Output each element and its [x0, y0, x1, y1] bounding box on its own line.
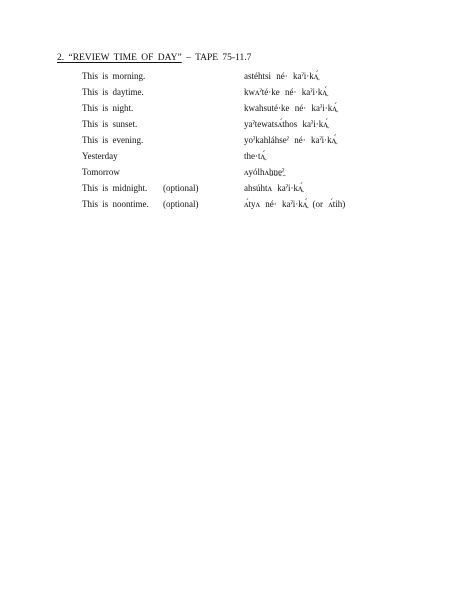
vocab-row-yesterday [0, 151, 464, 165]
oneida-phrase: kwʌˀté·ke né· kaˀi·kʌ̱́ [244, 87, 327, 97]
oneida-phrase: ʌyólhʌẖṉe̱ˀ̱ [244, 167, 285, 177]
english-phrase: This is noontime. [82, 199, 149, 209]
section-title: “REVIEW TIME OF DAY” [68, 53, 182, 63]
english-phrase: This is daytime. [82, 87, 144, 97]
vocab-row-noontime [0, 199, 464, 213]
english-phrase: This is morning. [82, 71, 146, 81]
english-phrase: This is night. [82, 103, 134, 113]
section-number: 2. [57, 53, 65, 63]
oneida-phrase: astéhtsi né· kaˀi·kʌ̱́ [244, 71, 319, 81]
vocab-row-midnight [0, 183, 464, 197]
optional-note: (optional) [163, 199, 199, 209]
section-title-underlined [57, 53, 182, 63]
oneida-phrase: yaˀtewatsʌ́thos kaˀi·kʌ̱́ [244, 119, 328, 129]
oneida-phrase: yoˀkahláhseˀ né· kaˀi·kʌ̱́ [244, 135, 337, 145]
section-dash: – [186, 53, 191, 63]
oneida-phrase: ahsúhtʌ kaˀi·kʌ̱́ [244, 183, 303, 193]
oneida-phrase: kwahsuté·ke né· kaˀi·kʌ̱́ [244, 103, 337, 113]
english-phrase: Yesterday [82, 151, 118, 161]
oneida-phrase: ʌ́tyʌ né· kaˀi·kʌ̱́ (or ʌ́tih) [244, 199, 346, 209]
vocab-row-night [0, 103, 464, 117]
english-phrase: Tomorrow [82, 167, 120, 177]
section-heading [57, 53, 251, 63]
vocab-row-morning [0, 71, 464, 85]
tape-reference: TAPE 75-11.7 [195, 53, 252, 63]
english-phrase: This is evening. [82, 135, 144, 145]
vocab-row-tomorrow [0, 167, 464, 181]
vocab-row-sunset [0, 119, 464, 133]
vocab-row-daytime [0, 87, 464, 101]
english-phrase: This is sunset. [82, 119, 138, 129]
optional-note: (optional) [163, 183, 199, 193]
vocab-row-evening [0, 135, 464, 149]
english-phrase: This is midnight. [82, 183, 148, 193]
oneida-phrase: the·tʌ̱́ [244, 151, 265, 161]
